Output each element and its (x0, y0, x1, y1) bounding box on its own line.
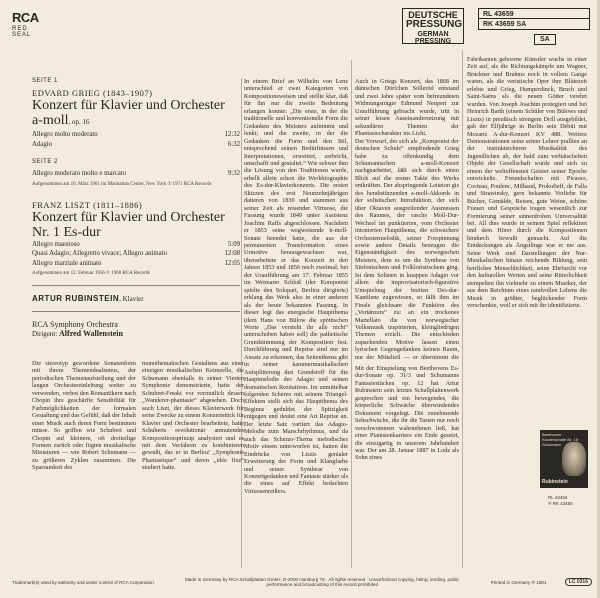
track-row (32, 249, 240, 259)
liner-notes-col-5 (142, 360, 244, 472)
conductor (32, 329, 240, 338)
thumb-caption (548, 495, 573, 507)
footer-printed: Printed in Germany ℗ 1981 (490, 579, 547, 585)
liner-paragraph: Die stereotyp gewordene Sonatenform mit ihrem Themendualismus, der periodischen Themenaufstellung und der langen Orchestereinleitung weiter zu verwenden, verbot den Romantikern nach Chopin ihre geschärfte Sensibilität für Farbmöglichkeiten der formalen Gestaltung und das Gefühl, daß der Inhalt einer Musik auch deren Form bestimmen müsse. So griffen wie Schubert und Chopin auf kleinere, oft dreiteilige Formen zurück oder fügten musikalische Miniaturen — wie Robert Schumann — zu größeren Zyklen zusammen. Die Sparsamkeit des (32, 360, 136, 472)
soloist (32, 294, 240, 303)
portrait-image (562, 442, 586, 476)
liner-paragraph: monothematischen Gestaltens aus einer einzigen musikalischen Keimzelle, die Schumann ebenfalls in seiner Vierten Symphonie demonstrierte, hatte der Schubert-Freakt vor vermutlich dessen „Wanderer-phantasie“ abgesehen. Doch auch Liszt, der dieses Klavierwerk für seine Zwecke zu einem Konzertstück für Klavier und Orchester bearbeitete, hatte Schuberts revolutionär anmutendes Kompositionsprinzip analysiert und es mit dem Verfahren zu kombinieren gewußt, das er in Berlioz' „Symphonie Phantastique“ und deren „idée fixe“ studiert hatte. (142, 360, 244, 472)
track-title: Allegro moderato molto e marcato (32, 170, 126, 177)
track-row (32, 240, 240, 250)
track-title: Allegro molto moderato (32, 131, 98, 138)
dp-line-4: PRESSING (414, 38, 452, 46)
red-seal-label: RED SEAL (12, 26, 32, 38)
liner-paragraph: Der Vorwurf, der sich als „Komponist der deutschen Schule“ empfindende Grieg habe zu offenkundig dem Schumannschen a-moll-Konzert nachgearbeitet, läßt sich durch einen Blick auf die ersten Takte des Werks entkräften. Der abspringende Leiteton gis des herabstürzenden a-moll-Akkords in der solistischen Introduktion, der sich über Oktaven ausgreifender Ausmessen des Raumes, der rasche Moll-Dur-Wechsel im punktierten, vom Orchester intonierten Hauptthema, die schwächere Orchestermelodik, seiner Forspinnung sowie andere Details bezeugen die Eigenständigkeit des norwegischen Meisters, dem es um die Synthese von Sinfonischem und Folkloristischem ging. Ist dem Solisten in knappen Adagio vor allem die improvisatorisch-figurative Umspielung der breiten Des-dur-Kantilene zugewiesen, so fällt ihm im Finale gleichsam die Funktion des „Vortänzers“ zu: an ein trockenes Martellato die von norwegischer Volksmusik inspirierten, kleingliedrigen Themen erzielt. Die entschieden zupackenden Motive lassen einen lyrischen Gegengedanken keinen Raum, nur der Mittelteil — er übernimmt die (355, 137, 459, 360)
track-time: 5:09 (227, 240, 240, 248)
thumb-catalog-2: ℗ RK 43456 (548, 501, 573, 506)
column-divider (462, 50, 463, 568)
conductor-name: Alfred Wallenstein (59, 329, 123, 338)
grieg-opus: , op. 16 (68, 118, 90, 126)
track-row (32, 169, 240, 179)
label-code-badge: LC 0316 (565, 578, 592, 586)
footer-trademark: Trademark(s) used by authority and under control of RCA Corporation (12, 579, 154, 585)
liner-notes-col-2 (355, 78, 459, 360)
liner-paragraph: Auch in Griegs Konzert, das 1868 im dänischen Dörfchen Sölleröd entstand und zwei Jahre später vom befreundeten Widmungsträger Edmund Neupert zur Uraufführung gebracht wurde, tritt in seiner leisen Auseinandersetzung mit sekundären Themen der Phantasiecharakter ins Licht. (355, 78, 459, 138)
column-divider (241, 78, 242, 568)
liner-notes-col-2b (355, 365, 459, 462)
track-title: Allegro maestoso (32, 240, 80, 248)
grieg-title-line1: Konzert für Klavier und Orchester (32, 98, 225, 113)
footer-legal: Made in Germany by RCA Schallplatten GmbH, D-2000 Hamburg 76 · All rights reserved · Unauthorized copying, hiring, lending, public performance and broadcasting of this record prohibited (184, 577, 460, 587)
sa-badge: SA (534, 34, 556, 45)
liner-paragraph: In einem Brief an Wilhelm von Lenz unterschied er zwei Kategorien von Kompositionsweisen und stellte klar, daß für ihn nur die zweite Bedeutung erlangen konnte: „Die erste, in der die traditionelle und konventionelle Form die Gedanken des Meisters aufnimmt und lenkt; und die zweite, in der die Gedanken die Form und den Stil, entsprechend seinen Bedürfnissen und Interpretationen, erweitert, zerbricht, umschafft und gestaltet.“ Wie schwer ihm die Lösung von den Traditionen wurde, erhellt allein schon die Werkbiographie des Es-dur-Klavierkonzerts. Die ersten Skizzen des erst Neunzehnjährigen datieren von 1830 und stammen aus seiner Zeit als reisender Virtuose, die Fassung wurde 1849 unter Assistenz Joachim Raffs abgeschlossen. Nachdem er 1853 seine wegweisende h-moll-Sonate beendet hatte, die aus der permanenten Transformation eines Urmotivs herausgewachsen war, überarbeitete er das Konzert in den Jahren 1853 und 1856 noch zweimal; bei der Uraufführung am 17. Februar 1855 im Weimarer Schloß (der Komponist spielte den Solopart, Berlioz dirigierte) erklang das Werk also in einer anderen als der heute bekannten Fassung. In dieser legt das energische Hauptthema (dem Hans von Bülow die spöttischen Worte „Das versteht ihr alle nicht“ unterschoben haben soll) die pathetische Grundstimmung der Komposition fest. Durchführung und Reprise sind nur im Ansatz zu erkennen, das Seitenthema gibt in seiner kammermusikalischen Aufsplitterung den Grundstoff für die Hauptmelodie des Adagio und seinen dramatischen Rezitativen. Im unmittelbar folgenden Scherzo mit seinem Triangel-Effekten stellt sich das Hauptthema des Beginns geduldet der Spitzigkeit entgegen und deutet eine Art Reprise an. Der letzte Satz variiert das Adagio-Melodie zum Marschrhythmus, und da auch das Scherzo-Thema melodisches Motiv einem unterworfen ist, hatten die Eindrücke von Liszts genialer Erweiterung der Form und Klangfarbe und seiner Synthese von Konzertgedanken und Fantasie stärker als die eines auf Effekt bedachten Virtuosenreißers. (244, 78, 348, 495)
thumb-top-text: Beethoven · Klaviersonate Nr. 18 · Schumann (542, 432, 581, 447)
catalog-number-mc: RK 43659 SA (478, 19, 590, 30)
tracklist (32, 78, 240, 338)
liner-notes-col-3 (467, 56, 587, 422)
track-title: Allegro marziale animato (32, 259, 102, 267)
side-2-label: SEITE 2 (32, 159, 58, 165)
related-album-thumbnail (540, 430, 588, 488)
track-title: Adagio (32, 140, 53, 148)
column-divider (351, 60, 352, 568)
liner-paragraph: Mit der Einspielung von Beethovens Es-dur-Sonate op. 31/3 und Schumanns Fantasiestücken op. 12 hat Artur Rubinstein sein letztes Schallplattenwerk gesprochen und ein bewegendes, die körperliche Schwäche überwindendes Dokument vorgelegt. Die zunehmende Sehschwäche, die ihr die Tasten nur noch verschwommen wahrnehmen ließ, hat einer Pianistenkarriere ein Ende gesetzt, die einzigartig in unserem Jahrhundert war. Der am 28. Januar 1887 in Lodz als Sohn eines (355, 365, 459, 462)
track-row (32, 259, 240, 269)
footer (12, 577, 592, 587)
deutsche-pressung-logo (402, 8, 464, 44)
side-1-label: SEITE 1 (32, 78, 58, 84)
catalog-number-lp: RL 43659 (478, 8, 590, 19)
liner-notes-col-1 (244, 78, 348, 495)
track-time: 6:32 (227, 140, 240, 148)
liszt-recording-note: Aufgenommen am 12. Februar 1956 ℗ 1960 RCA Records (32, 271, 151, 276)
rca-logo-mark: RCA (12, 10, 39, 25)
liszt-title-line1: Konzert für Klavier und Orchester (32, 209, 225, 225)
liszt-title-line2: Nr. 1 Es-dur (32, 224, 101, 240)
track-title: Quasi Adagio; Allegretto vivace; Allegro animato (32, 250, 167, 257)
dp-line-1: DEUTSCHE (408, 10, 458, 20)
track-time: 12:05 (224, 259, 240, 267)
grieg-title-line2 (32, 113, 240, 130)
conductor-label: Dirigent: (32, 330, 60, 338)
thumb-catalog-1: RL 43456 (548, 495, 568, 500)
divider (32, 311, 240, 312)
divider (32, 285, 240, 286)
track-time: 12:08 (224, 250, 240, 257)
orchestra: RCA Symphony Orchestra (32, 320, 118, 329)
rca-logo (12, 10, 42, 38)
track-time: 9:32 (227, 170, 240, 177)
grieg-key: a-moll (32, 113, 69, 128)
track-row (32, 130, 240, 140)
grieg-recording-note: Aufgenommen am 10. März 1961 im Manhattan Center, New York ℗ 1971 RCA Records (32, 181, 212, 187)
thumb-name: Rubinstein (542, 479, 568, 485)
dp-line-3: GERMAN (417, 30, 449, 38)
soloist-role: , Klavier (119, 295, 144, 303)
liszt-composer: FRANZ LISZT (1811–1886) (32, 199, 143, 210)
soloist-name: ARTUR RUBINSTEIN (32, 294, 120, 303)
dp-line-2: PRESSUNG (406, 19, 463, 31)
grieg-composer: EDVARD GRIEG (1843–1907) (32, 88, 153, 98)
track-row (32, 140, 240, 150)
track-time: 12:32 (224, 131, 240, 138)
liner-paragraph: Fabrikanten geborene Künstler wuchs in einer Zeit auf, als die Richtungskämpfe um Wagner, Bruckner und Brahms noch in vollem Gange waren, als die veristische Oper ihre Blütezeit erlebte und Grieg, Humperdinck, Bruch und Saint-Saëns als die neuen Götter verehrt wurden. Von Joseph Joachim protegiert und bei Heinrich Barth (einem Schüler von Bülows und Liszts) in preußisch strengem Drill ausgebildet, gab der Elfjährige in Berlin sein Debüt mit Mozarts A-dur-Konzert KV 488. Weitere Demonstrationen seine seiner Lehrer prallten an der instinktsicheren Musikalität des Jugendlichen ab, der bald zum verhätschelten Objekt der Gesellschaft wurde und sich zu einem der weltoffensten Geister seiner Epoche entwickelte. Freundschaften mit Picasso, Cocteau, Poulenc, Milhaud, Prokofieff, de Falla und Strawinsky, gern bekannte Vorliebe für Bücher, Gemälde, Reisen, gute Weine, schöne Frauen und Gespräche tragen wesentlich zur Formierung seiner sinnenfrohen Universalität bei. All dies wurde in seinem Spiel reflektiert und dem Hörer durch die Kompositionen hindurch bewußt gemacht. Auf die Entdeckungen als Ängstlinge war er nie aus. Seine Werk sind Darstellungen der Nur-Musikalischen hinaus reichende Bildung, sein herrliches Menschlichkeit, seine Ehrfurcht vor den kulturellen Werten und seine Ritterlichkeit stempelten ihn vielmehr zu einem Musiker, der aus dem Reichtum eines randvollen Lebens die Musik in größter, beglückender Form verschenkte, weil er sich mit ihr identifizierte. (467, 56, 587, 309)
catalog-box (478, 8, 590, 45)
liner-notes-col-4 (32, 360, 136, 472)
